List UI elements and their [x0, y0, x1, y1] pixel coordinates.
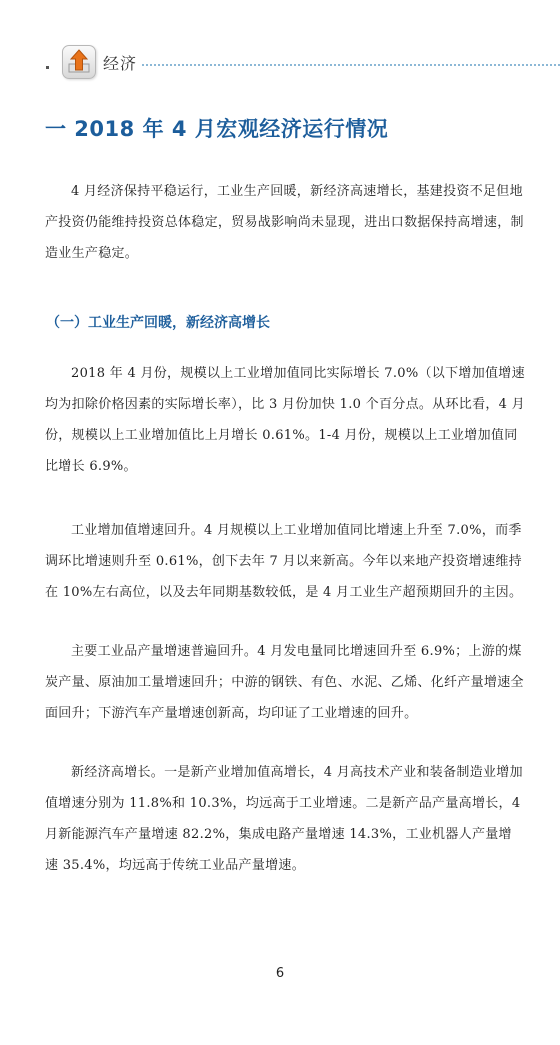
body-paragraph: 主要工业品产量增速普遍回升。4 月发电量同比增速回升至 6.9%；上游的煤炭产量、原油加工量增速回升；中游的钢铁、有色、水泥、乙烯、化纤产量增速全面回升；下游汽车产量增速创新高，均印证了工业增速的回升。 [45, 644, 524, 721]
body-paragraph: 2018 年 4 月份，规模以上工业增加值同比实际增长 7.0%（以下增加值增速均为扣除价格因素的实际增长率），比 3 月份加快 1.0 个百分点。从环比看，4 月份，规模以上工业增加值比上月增长 0.61%。1-4 月份，规模以上工业增加值同比增长 6.9%。 [45, 366, 525, 474]
header-mark [46, 66, 49, 69]
page-title: 一 2018 年 4 月宏观经济运行情况 [45, 117, 389, 141]
section-heading: （一）工业生产回暖，新经济高增长 [46, 315, 270, 331]
header-divider [142, 64, 560, 66]
intro-paragraph: 4 月经济保持平稳运行，工业生产回暖，新经济高速增长，基建投资不足但地产投资仍能维持投资总体稳定，贸易战影响尚未显现，进出口数据保持高增速，制造业生产稳定。 [45, 184, 524, 261]
section-name: 经济 [103, 54, 138, 73]
body-paragraph: 新经济高增长。一是新产业增加值高增长，4 月高技术产业和装备制造业增加值增速分别为 11.8%和 10.3%，均远高于工业增速。二是新产品产量高增长，4 月新能源汽车产量增速 82.2%，集成电路产量增速 14.3%，工业机器人产量增速 35.4%，均远高于传统工业品产量增速。 [45, 765, 523, 873]
body-paragraph: 工业增加值增速回升。4 月规模以上工业增加值同比增速上升至 7.0%，而季调环比增速则升至 0.61%，创下去年 7 月以来新高。今年以来地产投资增速维持在 10%左右高位，以及去年同期基数较低，是 4 月工业生产超预期回升的主因。 [45, 523, 523, 600]
up-arrow-chart-icon [62, 45, 96, 79]
page-header [0, 0, 560, 90]
page-number: 6 [275, 966, 285, 981]
